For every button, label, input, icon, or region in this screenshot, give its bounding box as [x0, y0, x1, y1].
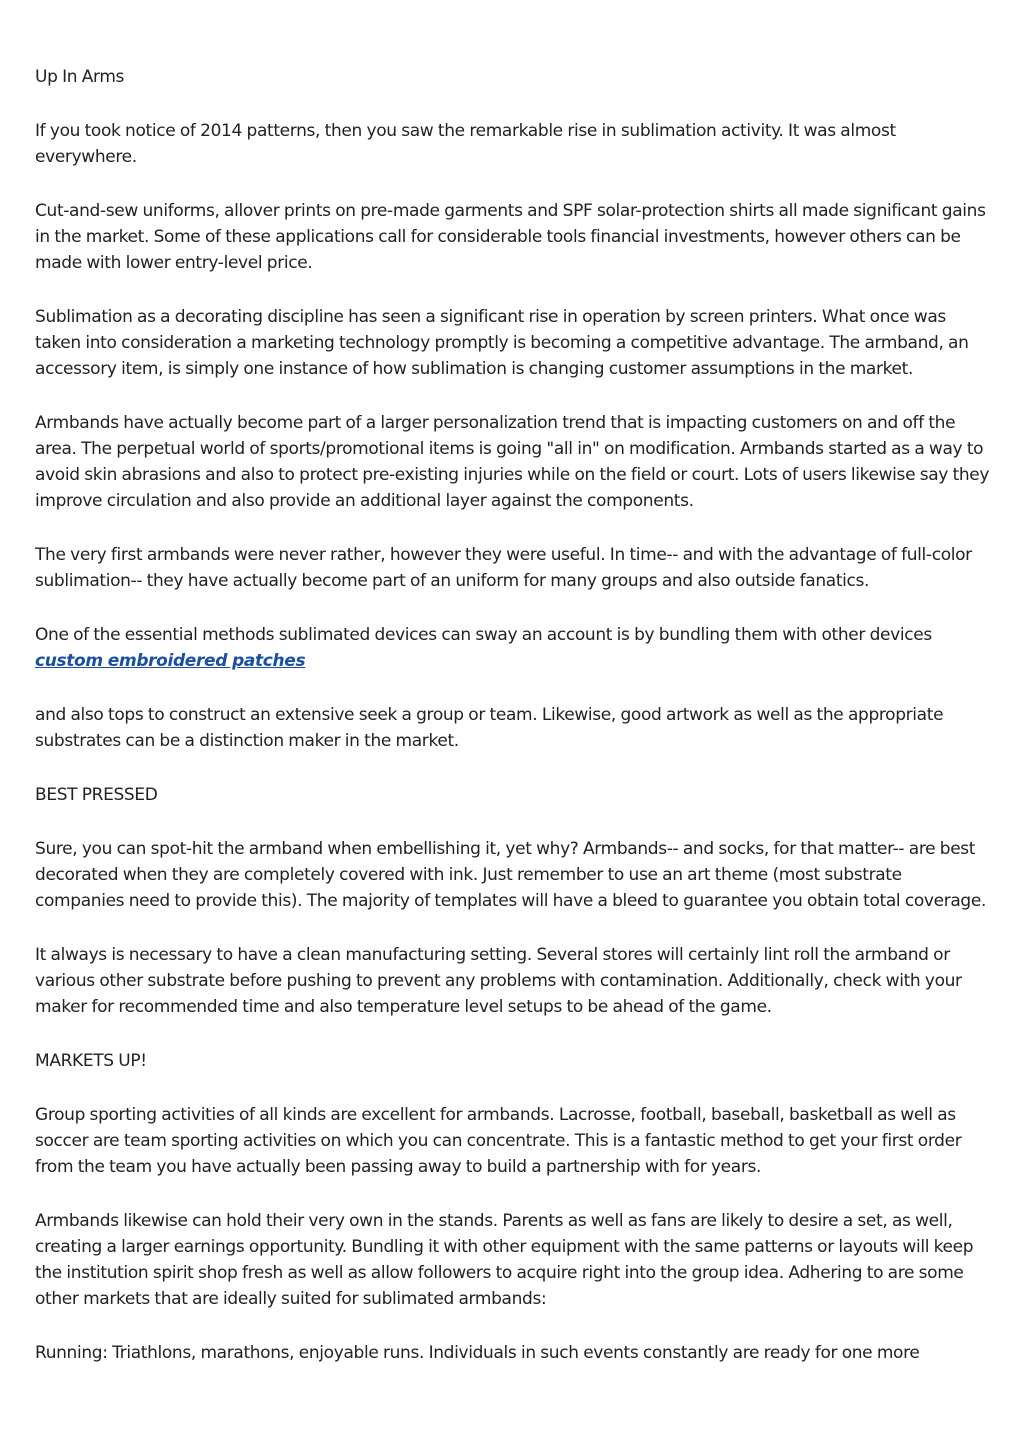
section-heading-best-pressed: BEST PRESSED	[35, 785, 158, 805]
document-body	[35, 64, 995, 1394]
paragraph-12: Running: Triathlons, marathons, enjoyable runs. Individuals in such events constantly are ready for one more	[35, 1343, 920, 1363]
paragraph-5: The very first armbands were never rather, however they were useful. In time-- and with the advantage of full-color sublimation-- they have actually become part of an uniform for many groups and also outside fanatics.	[35, 545, 972, 591]
custom-embroidered-patches-link[interactable]: custom embroidered patches	[35, 651, 306, 671]
paragraph-7: and also tops to construct an extensive seek a group or team. Likewise, good artwork as well as the appropriate substrates can be a distinction maker in the market.	[35, 705, 944, 751]
paragraph-1: If you took notice of 2014 patterns, then you saw the remarkable rise in sublimation activity. It was almost everywhere.	[35, 121, 896, 167]
paragraph-3: Sublimation as a decorating discipline has seen a significant rise in operation by screen printers. What once was taken into consideration a marketing technology promptly is becoming a competitive advantage. The armband, an accessory item, is simply one instance of how sublimation is changing customer assumptions in the market.	[35, 307, 969, 379]
paragraph-8: Sure, you can spot-hit the armband when embellishing it, yet why? Armbands-- and socks, for that matter-- are best decorated when they are completely covered with ink. Just remember to use an art theme (most substrate companies need to provide this). The majority of templates will have a bleed to guarantee you obtain total coverage.	[35, 839, 987, 911]
paragraph-6-text: One of the essential methods sublimated devices can sway an account is by bundling them with other devices	[35, 625, 932, 645]
document-title: Up In Arms	[35, 67, 125, 87]
paragraph-4: Armbands have actually become part of a larger personalization trend that is impacting customers on and off the area. The perpetual world of sports/promotional items is going "all in" on modification. Armbands started as a way to avoid skin abrasions and also to protect pre-existing injuries while on the field or court. Lots of users likewise say they improve circulation and also provide an additional layer against the components.	[35, 413, 990, 511]
paragraph-2: Cut-and-sew uniforms, allover prints on pre-made garments and SPF solar-protection shirts all made significant gains in the market. Some of these applications call for considerable tools financial investments, however others can be made with lower entry-level price.	[35, 201, 986, 273]
paragraph-9: It always is necessary to have a clean manufacturing setting. Several stores will certainly lint roll the armband or various other substrate before pushing to prevent any problems with contamination. Additionally, check with your maker for recommended time and also temperature level setups to be ahead of the game.	[35, 945, 962, 1017]
paragraph-11: Armbands likewise can hold their very own in the stands. Parents as well as fans are likely to desire a set, as well, creating a larger earnings opportunity. Bundling it with other equipment with the same patterns or layouts will keep the institution spirit shop fresh as well as allow followers to acquire right into the group idea. Adhering to are some other markets that are ideally suited for sublimated armbands:	[35, 1211, 974, 1309]
paragraph-10: Group sporting activities of all kinds are excellent for armbands. Lacrosse, football, baseball, basketball as well as soccer are team sporting activities on which you can concentrate. This is a fantastic method to get your first order from the team you have actually been passing away to build a partnership with for years.	[35, 1105, 962, 1177]
section-heading-markets-up: MARKETS UP!	[35, 1051, 147, 1071]
paragraph-6	[35, 622, 995, 674]
